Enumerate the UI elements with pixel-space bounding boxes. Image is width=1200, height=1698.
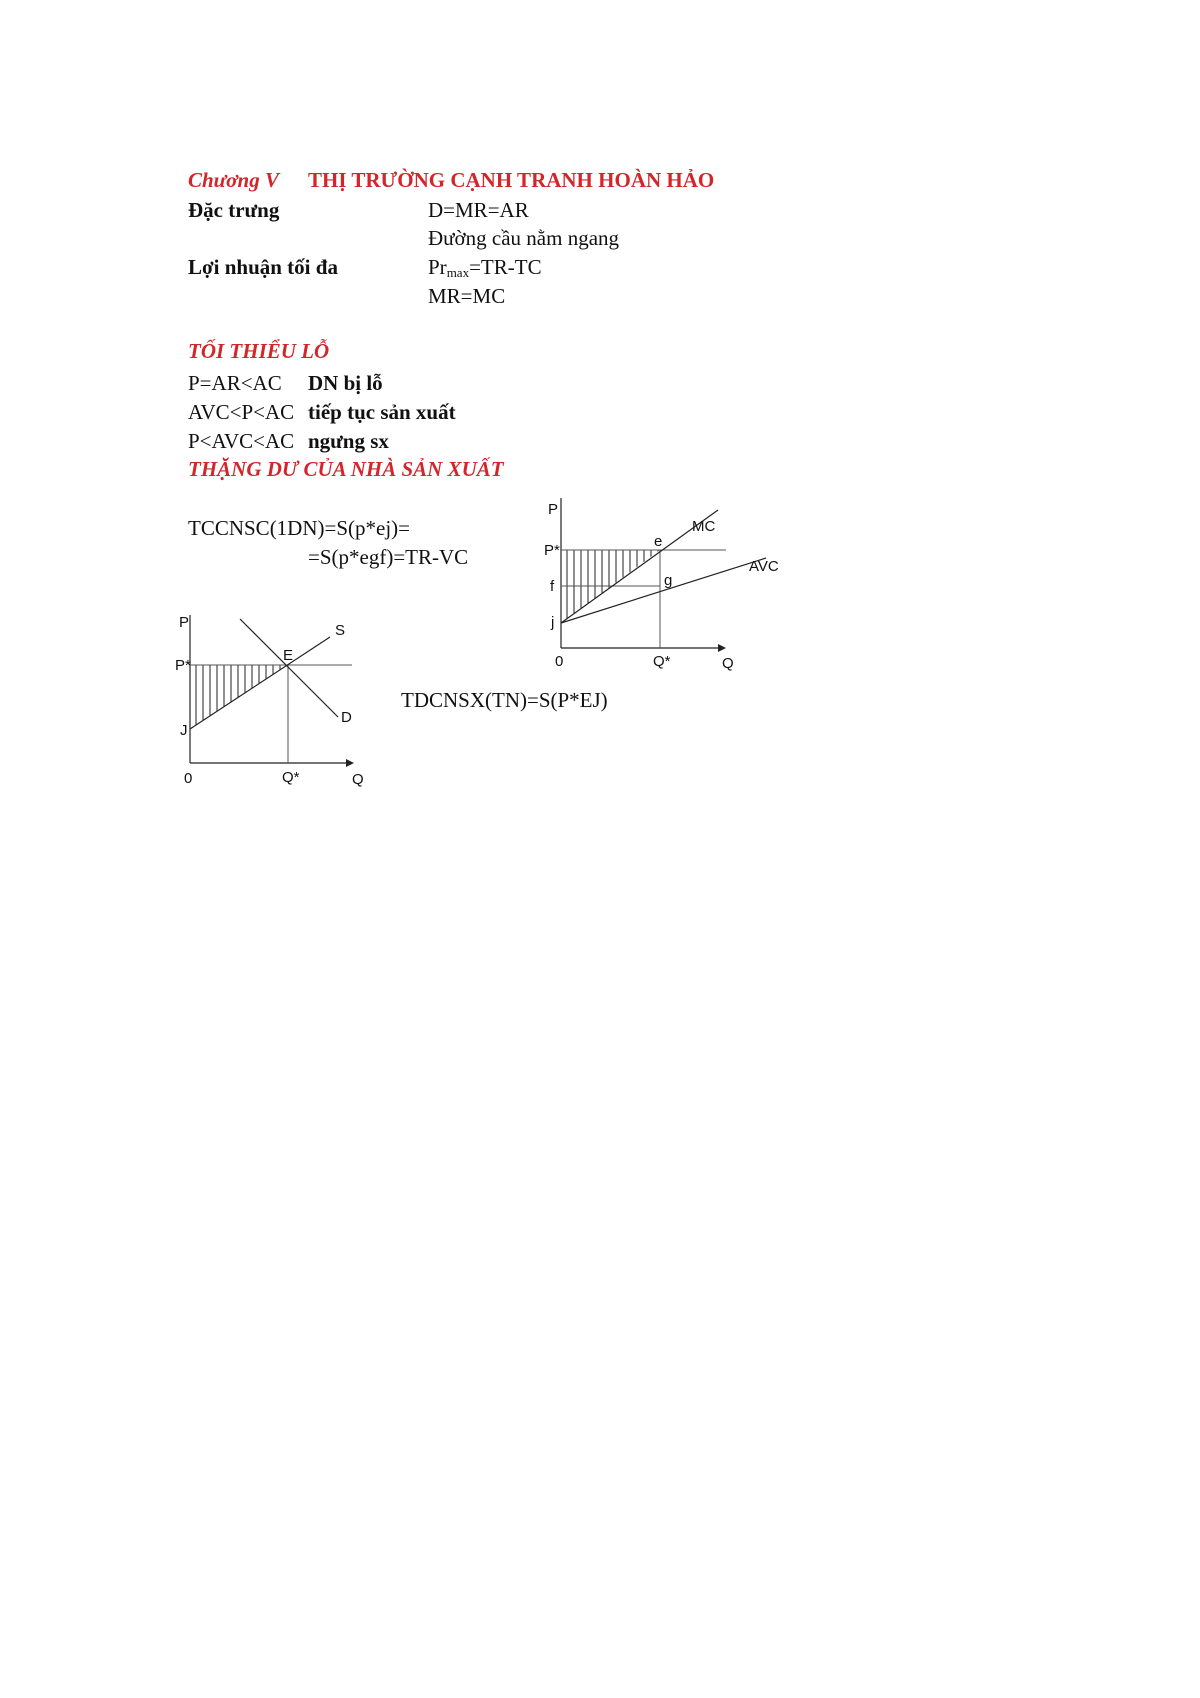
pr-main: Pr bbox=[428, 255, 447, 279]
loss-condition-3: P<AVC<AC bbox=[188, 429, 295, 453]
surplus-formula-3: TDCNSX(TN)=S(P*EJ) bbox=[401, 688, 608, 712]
supply-curve bbox=[190, 637, 330, 729]
label-p-axis: P bbox=[179, 614, 190, 631]
label-p-star: P* bbox=[175, 657, 191, 674]
demand-curve bbox=[240, 619, 338, 717]
label-q-star: Q* bbox=[653, 653, 671, 670]
producer-surplus-heading: THẶNG DƯ CỦA NHÀ SẢN XUẤT bbox=[188, 457, 504, 481]
label-q-axis: Q bbox=[352, 771, 364, 788]
label-origin: 0 bbox=[555, 653, 564, 670]
label-q-axis: Q bbox=[722, 655, 734, 672]
label-origin: 0 bbox=[184, 770, 193, 787]
max-profit-formula bbox=[428, 257, 542, 279]
avc-curve bbox=[561, 558, 766, 623]
pr-sub: max bbox=[446, 265, 470, 280]
label-j: J bbox=[180, 722, 188, 739]
surplus-formula-2: =S(p*egf)=TR-VC bbox=[308, 545, 469, 569]
label-d: D bbox=[341, 709, 352, 726]
loss-result-2: tiếp tục sản xuất bbox=[308, 400, 456, 424]
surplus-formula-1: TCCNSC(1DN)=S(p*ej)= bbox=[188, 516, 411, 540]
loss-condition-2: AVC<P<AC bbox=[188, 400, 295, 424]
loss-condition-1: P=AR<AC bbox=[188, 371, 282, 395]
q-axis-arrow bbox=[346, 759, 354, 767]
pr-rest: =TR-TC bbox=[469, 255, 542, 279]
label-p-star: P* bbox=[544, 542, 560, 559]
loss-result-1: DN bị lỗ bbox=[308, 371, 383, 395]
label-e: E bbox=[283, 647, 294, 664]
label-s: S bbox=[335, 622, 346, 639]
label-avc: AVC bbox=[749, 558, 779, 575]
label-g: g bbox=[664, 572, 673, 589]
label-mc: MC bbox=[692, 518, 716, 535]
minimize-loss-heading: TỐI THIỂU LỖ bbox=[188, 339, 330, 363]
chapter-title: THỊ TRƯỜNG CẠNH TRANH HOÀN HẢO bbox=[308, 168, 715, 192]
firm-surplus-graph bbox=[540, 490, 800, 675]
label-q-star: Q* bbox=[282, 769, 300, 786]
hatched-area bbox=[196, 665, 280, 735]
loss-result-3: ngưng sx bbox=[308, 429, 389, 453]
label-e: e bbox=[654, 533, 663, 550]
max-profit-rule: MR=MC bbox=[428, 284, 506, 308]
label-f: f bbox=[550, 578, 555, 595]
features-line1: D=MR=AR bbox=[428, 198, 529, 222]
features-line2: Đường cầu nằm ngang bbox=[428, 226, 620, 250]
label-p-axis: P bbox=[548, 501, 559, 518]
features-label: Đặc trưng bbox=[188, 198, 280, 222]
hatched-area bbox=[567, 550, 658, 630]
max-profit-label: Lợi nhuận tối đa bbox=[188, 255, 338, 279]
market-surplus-graph bbox=[170, 605, 380, 790]
chapter-label: Chương V bbox=[188, 168, 279, 192]
label-j: j bbox=[551, 614, 555, 631]
q-axis-arrow bbox=[718, 644, 726, 652]
